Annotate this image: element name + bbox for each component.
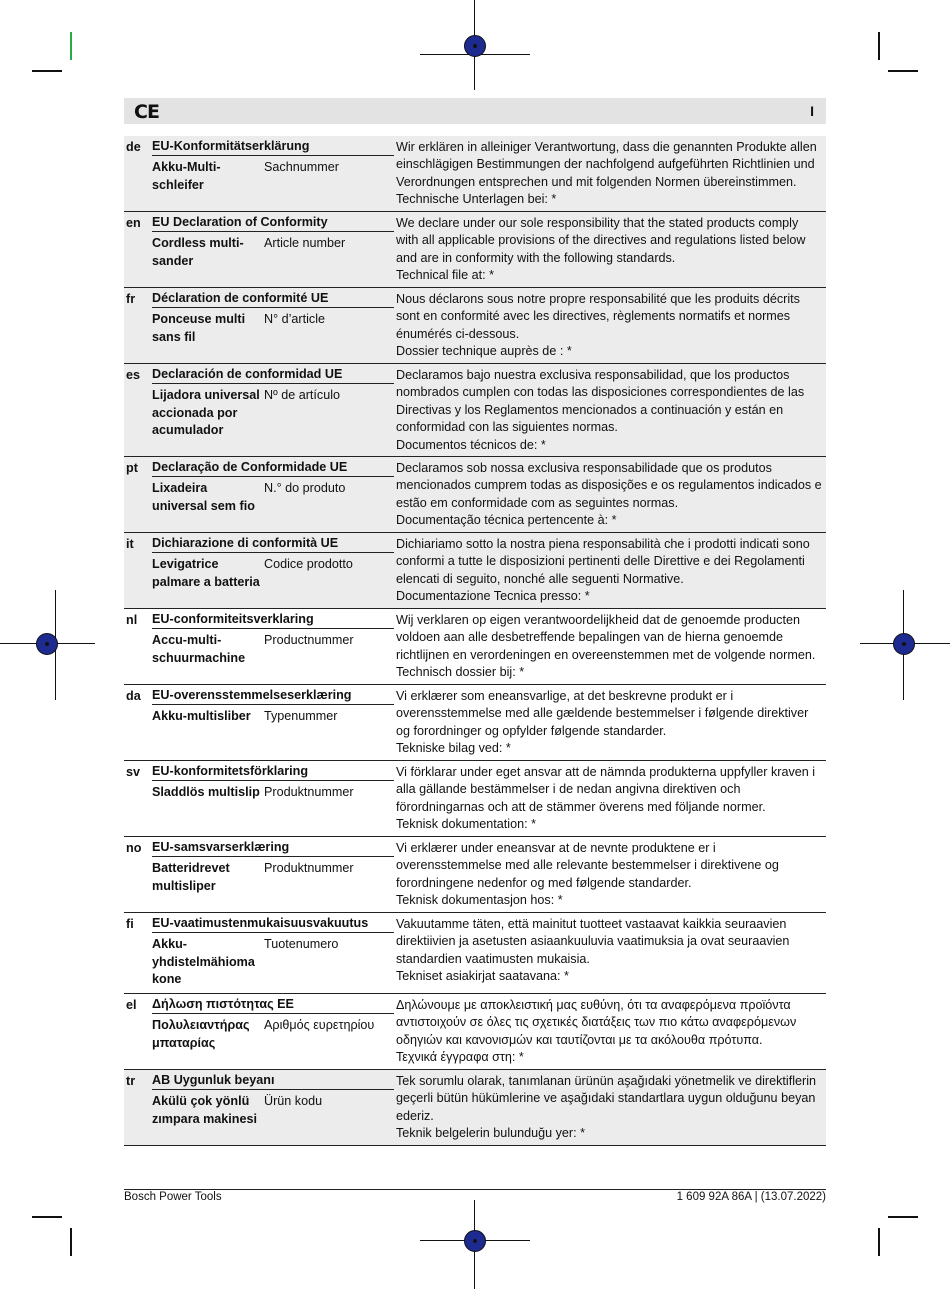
article-label: N° d’article [264,312,326,327]
language-code: sv [126,765,141,779]
declaration-title: Déclaration de conformité UE [152,288,394,308]
crop-mark [878,32,880,60]
declaration-title: AB Uygunluk beyanı [152,1070,394,1090]
declaration-text: Dichiariamo sotto la nostra piena responsabilità che i prodotti indicati sono conformi a tutte le disposizioni pertinenti delle Direttive e dei Regolamenti elencati di seguito, nonché alle seguenti Normative. [396,537,810,586]
registration-mark-icon [464,1230,486,1252]
declaration-text: Declaramos bajo nuestra exclusiva responsabilidad, que los productos nombrados cumplen con todas las disposiciones correspondientes de las Directivas y los Reglamentos mencionados a continuación y están en conformidad con las siguientes normas. [396,368,805,435]
declaration-text: Vi erklærer under eneansvar at de nevnte produktene er i overensstemmelse med alle relevante bestemmelser i direktivene og forordningene nedenfor og med følgende standarder. [396,841,779,890]
declaration-row [124,533,826,609]
product-name: Batteridrevet multisliper [152,861,230,893]
page-number: I [810,103,814,119]
product-name: Akku-Multi-schleifer [152,160,221,192]
article-label: Article number [264,236,346,251]
declaration-text: Vi erklærer som eneansvarlige, at det beskrevne produkt er i overensstemmelse med alle gældende bestemmelser i følgende direktiver og forordninger og opfylder følgende standarder. [396,689,809,738]
technical-file: Documentos técnicos de: * [396,437,546,452]
declaration-title: EU-konformitetsförklaring [152,761,394,781]
declaration-text: Wir erklären in alleiniger Verantwortung, dass die genannten Produkte allen einschlägigen Bestimmungen der nachfolgend aufgeführten Richtlinien und Verordnungen entsprechen und mit folgenden Normen übereinstimmen. [396,140,817,189]
declaration-row [124,609,826,685]
article-label: N.° do produto [264,481,346,496]
article-label: Ürün kodu [264,1094,323,1109]
registration-mark-icon [464,35,486,57]
product-name: Akku-yhdistelmähioma kone [152,937,255,987]
product-name: Levigatrice palmare a batteria [152,557,260,589]
language-code: es [126,368,141,382]
declaration-title: Declaración de conformidad UE [152,364,394,384]
product-name: Accu-multi-schuurmachine [152,633,246,665]
crop-mark [888,70,918,72]
ce-mark-icon: CE [134,101,159,123]
declaration-title: EU-overensstemmelseserklæring [152,685,394,705]
crop-mark [32,1216,62,1218]
declaration-row [124,364,826,457]
language-code: de [126,140,141,154]
crop-mark [70,32,72,60]
product-name: Cordless multi-sander [152,236,244,268]
technical-file: Documentazione Tecnica presso: * [396,589,590,604]
registration-mark-icon [893,633,915,655]
declaration-text: Nous déclarons sous notre propre responsabilité que les produits décrits sont en conformité avec les directives, règlements normatifs et normes énumérés ci-dessous. [396,292,800,341]
declaration-title: EU-samsvarserklæring [152,837,394,857]
product-name: Akku-multisliber [152,709,251,724]
declaration-text: Tek sorumlu olarak, tanımlanan ürünün aşağıdaki yönetmelik ve direktiflerin geçerli bütün hükümlerine ve aşağıdaki standartlara uygun olduğunu beyan ederiz. [396,1074,817,1123]
declaration-text: Δηλώνουμε με αποκλειστική μας ευθύνη, ότι τα αναφερόμενα προϊόντα αντιστοιχούν σε όλες τις σχετικές διατάξεις των πιο κάτω αναφερόμενων οδηγιών και κανονισμών και ταυτίζονται με τα ακόλουθα πρότυπα. [396,998,797,1047]
technical-file: Tekniset asiakirjat saatavana: * [396,969,569,984]
technical-file: Teknik belgelerin bulunduğu yer: * [396,1126,586,1141]
product-name: Ponceuse multi sans fil [152,312,246,344]
declaration-title: EU-conformiteitsverklaring [152,609,394,629]
crop-mark [32,70,62,72]
technical-file: Technische Unterlagen bei: * [396,192,557,207]
declaration-text: We declare under our sole responsibility that the stated products comply with all applicable provisions of the directives and regulations listed below and are in conformity with the following standards. [396,216,806,265]
declaration-row [124,837,826,913]
declaration-title: EU-Konformitätserklärung [152,136,394,156]
declaration-row [124,136,826,212]
article-label: Typenummer [264,709,338,724]
declaration-row [124,913,826,994]
article-label: Productnummer [264,633,354,648]
language-code: da [126,689,141,703]
language-code: nl [126,613,138,627]
product-name: Sladdlös multislip [152,785,260,800]
declaration-title: Declaração de Conformidade UE [152,457,394,477]
technical-file: Τεχνικά έγγραφα στη: * [396,1050,524,1065]
technical-file: Technical file at: * [396,268,495,283]
declaration-row [124,457,826,533]
language-code: tr [126,1074,136,1088]
article-label: Produktnummer [264,785,354,800]
language-code: it [126,537,134,551]
language-code: fr [126,292,136,306]
crop-mark [888,1216,918,1218]
declaration-text: Vi förklarar under eget ansvar att de nämnda produkterna uppfyller kraven i alla gällande bestämmelser i de nedan angivna direktiven och förordningarnas och att de stämmer överens med följande normer. [396,765,816,814]
declaration-row [124,994,826,1070]
article-label: Sachnummer [264,160,339,175]
declaration-title: Dichiarazione di conformità UE [152,533,394,553]
declaration-title: Δήλωση πιστότητας ΕΕ [152,994,394,1014]
product-name: Akülü çok yönlü zımpara makinesi [152,1094,257,1126]
declaration-row [124,1070,826,1146]
technical-file: Teknisk dokumentation: * [396,817,537,832]
footer-doc-number: 1 609 92A 86A | (13.07.2022) [676,1191,826,1203]
article-label: Nº de artículo [264,388,340,403]
declaration-text: Declaramos sob nossa exclusiva responsabilidade que os produtos mencionados cumprem todas as disposições e os regulamentos indicados e estão em conformidade com as seguintes normas. [396,461,822,510]
footer-divider [124,1189,826,1190]
language-code: no [126,841,142,855]
language-code: pt [126,461,138,475]
declaration-row [124,761,826,837]
product-name: Lijadora universal accionada por acumulador [152,388,260,438]
declaration-text: Wij verklaren op eigen verantwoordelijkheid dat de genoemde producten voldoen aan alle desbetreffende bepalingen van de hierna genoemde richtlijnen en verordeningen en overeenstemmen met de volgende normen. [396,613,816,662]
language-code: el [126,998,137,1012]
article-label: Tuotenumero [264,937,339,952]
article-label: Αριθμός ευρετηρίου [264,1018,375,1033]
technical-file: Tekniske bilag ved: * [396,741,511,756]
declaration-text: Vakuutamme täten, että mainitut tuotteet vastaavat kaikkia seuraavien direktiivien ja asetusten asiaankuuluvia vaatimuksia ja ovat seuraavien standardien vaatimusten mukaisia. [396,917,790,966]
language-code: en [126,216,141,230]
declaration-title: EU Declaration of Conformity [152,212,394,232]
product-name: Πολυλειαντήρας μπαταρίας [152,1018,250,1050]
technical-file: Teknisk dokumentasjon hos: * [396,893,563,908]
declaration-title: EU-vaatimustenmukaisuusvakuutus [152,913,394,933]
article-label: Codice prodotto [264,557,353,572]
language-code: fi [126,917,134,931]
technical-file: Dossier technique auprès de : * [396,344,572,359]
declaration-table [124,136,826,1146]
footer-brand: Bosch Power Tools [124,1191,222,1203]
registration-mark-icon [36,633,58,655]
crop-mark [878,1228,880,1256]
declaration-row [124,288,826,364]
technical-file: Technisch dossier bij: * [396,665,525,680]
technical-file: Documentação técnica pertencente à: * [396,513,617,528]
declaration-row [124,685,826,761]
article-label: Produktnummer [264,861,354,876]
crop-mark [70,1228,72,1256]
page-header [124,98,826,124]
declaration-row [124,212,826,288]
product-name: Lixadeira universal sem fio [152,481,255,513]
